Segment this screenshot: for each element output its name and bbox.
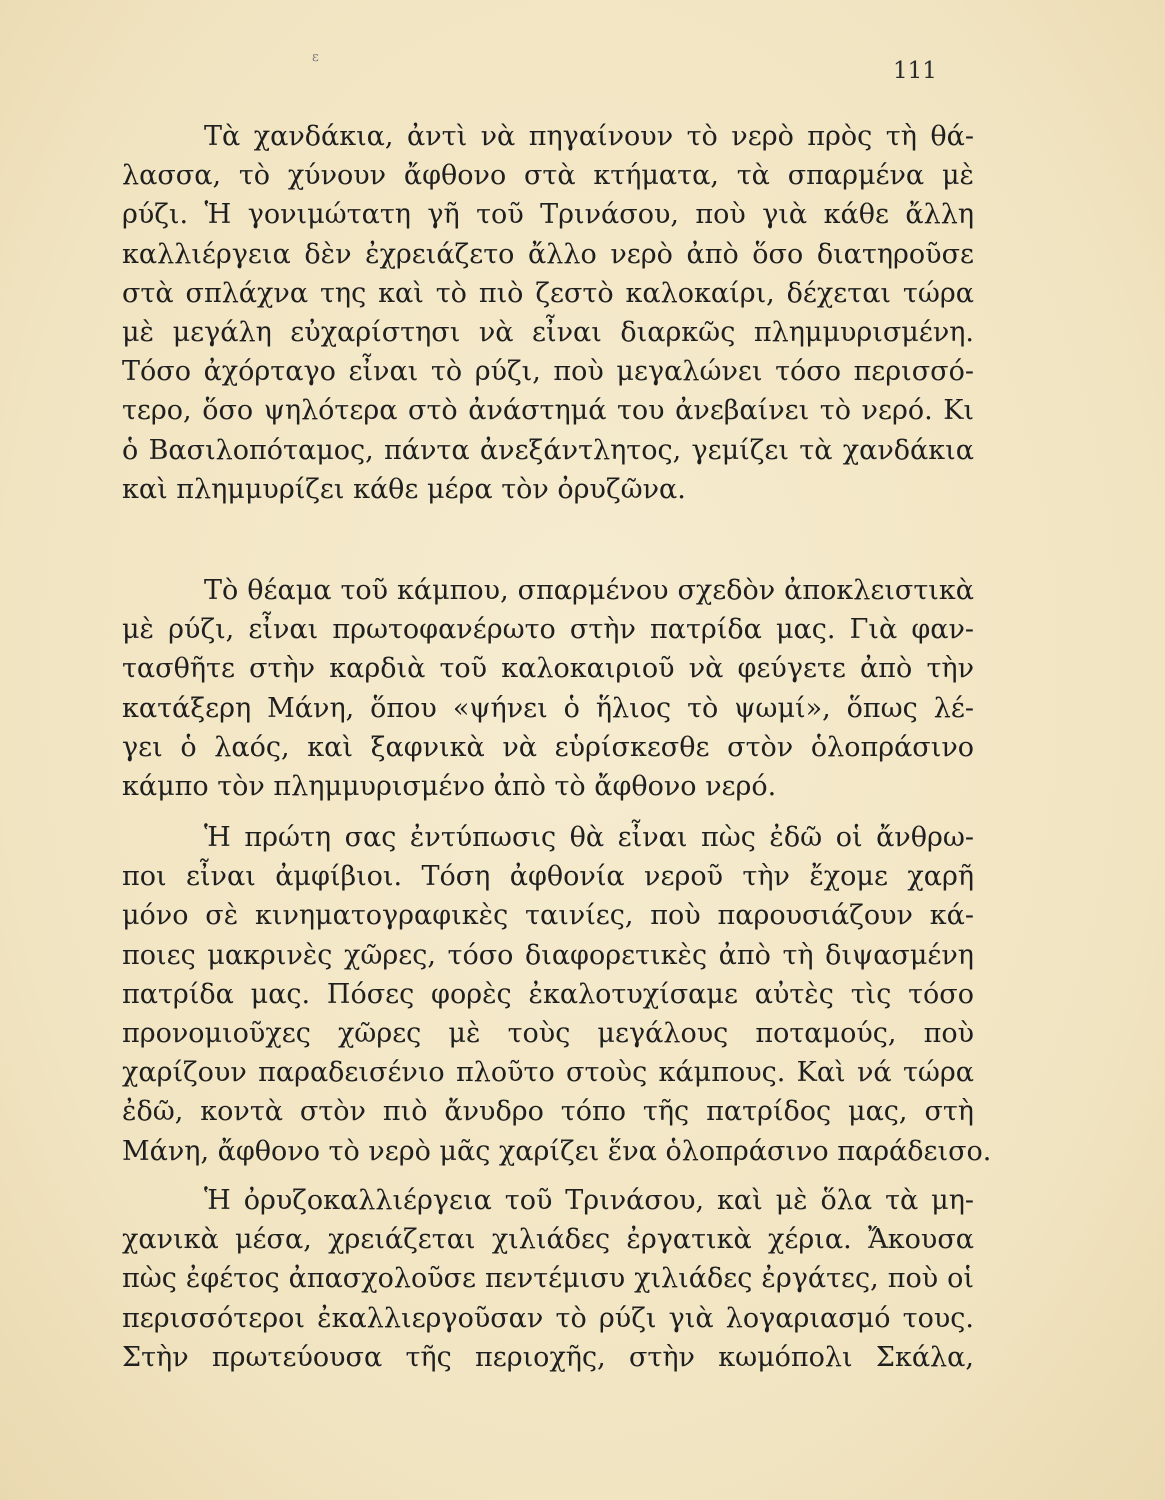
paragraph-3 (122, 818, 992, 1171)
text-line: ποιες μακρινὲς χῶρες, τόσο διαφορετικὲς ἀπὸ τὴ διψασμένη (122, 939, 974, 971)
text-line: κάμπο τὸν πλημμυρισμένο ἀπὸ τὸ ἄφθονο νερό. (122, 771, 777, 803)
text-line: Τὰ χανδάκια, ἀντὶ νὰ πηγαίνουν τὸ νερὸ πρὸς τὴ θά- (204, 121, 974, 152)
text-line: στὰ σπλάχνα της καὶ τὸ πιὸ ζεστὸ καλοκαίρι, δέχεται τώρα (122, 277, 974, 309)
text-line: Μάνη, ἄφθονο τὸ νερὸ μᾶς χαρίζει ἕνα ὁλοπράσινο παράδεισο. (122, 1135, 992, 1167)
text-line: Τόσο ἀχόρταγο εἶναι τὸ ρύζι, ποὺ μεγαλώνει τόσο περισσό- (122, 356, 974, 388)
text-line: χαρίζουν παραδεισένιο πλοῦτο στοὺς κάμπους. Καὶ νά τώρα (122, 1057, 974, 1089)
text-line: γει ὁ λαός, καὶ ξαφνικὰ νὰ εὑρίσκεσθε στὸν ὁλοπράσινο (122, 731, 974, 763)
text-line: Τὸ θέαμα τοῦ κάμπου, σπαρμένου σχεδὸν ἀποκλειστικὰ (204, 575, 974, 606)
text-line: τασθῆτε στὴν καρδιὰ τοῦ καλοκαιριοῦ νὰ φεύγετε ἀπὸ τὴν (122, 653, 974, 685)
text-line: Ἡ ὀρυζοκαλλιέργεια τοῦ Τρινάσου, καὶ μὲ ὅλα τὰ μη- (204, 1185, 974, 1216)
text-line: λασσα, τὸ χύνουν ἄφθονο στὰ κτήματα, τὰ σπαρμένα μὲ (122, 160, 974, 192)
text-line: κατάξερη Μάνη, ὅπου «ψήνει ὁ ἥλιος τὸ ψωμί», ὅπως λέ- (122, 692, 974, 724)
text-line: περισσότεροι ἐκαλλιεργοῦσαν τὸ ρύζι γιὰ λογαριασμό τους. (122, 1302, 974, 1334)
text-line: Στὴν πρωτεύουσα τῆς περιοχῆς, στὴν κωμόπολι Σκάλα, (122, 1341, 974, 1373)
text-line: ἐδῶ, κοντὰ στὸν πιὸ ἄνυδρο τόπο τῆς πατρίδος μας, στὴ (122, 1096, 974, 1128)
text-line: ρύζι. Ἡ γονιμώτατη γῆ τοῦ Τρινάσου, ποὺ γιὰ κάθε ἄλλη (122, 199, 974, 231)
page-number: 111 (893, 58, 937, 84)
text-line: προνομιοῦχες χῶρες μὲ τοὺς μεγάλους ποταμούς, ποὺ (122, 1018, 974, 1050)
text-line: καλλιέργεια δὲν ἐχρειάζετο ἄλλο νερὸ ἀπὸ ὅσο διατηροῦσε (122, 238, 974, 270)
text-line: Ἡ πρώτη σας ἐντύπωσις θὰ εἶναι πὼς ἐδῶ οἱ ἄνθρω- (204, 822, 974, 853)
text-line: μὲ μεγάλη εὐχαρίστησι νὰ εἶναι διαρκῶς πλημμυρισμένη. (122, 317, 974, 349)
text-line: πατρίδα μας. Πόσες φορὲς ἐκαλοτυχίσαμε αὐτὲς τὶς τόσο (122, 978, 974, 1010)
paragraph-1 (122, 117, 974, 509)
text-line: τερο, ὅσο ψηλότερα στὸ ἀνάστημά του ἀνεβαίνει τὸ νερό. Κι (122, 395, 974, 427)
text-line: πὼς ἐφέτος ἀπασχολοῦσε πεντέμισυ χιλιάδες ἐργάτες, ποὺ οἱ (122, 1263, 974, 1295)
text-line: καὶ πλημμυρίζει κάθε μέρα τὸν ὀρυζῶνα. (122, 473, 686, 505)
ink-mark: ε (312, 50, 319, 65)
paragraph-4 (122, 1181, 974, 1377)
text-line: μὲ ρύζι, εἶναι πρωτοφανέρωτο στὴν πατρίδα μας. Γιὰ φαν- (122, 614, 974, 646)
text-line: ὁ Βασιλοπόταμος, πάντα ἀνεξάντλητος, γεμίζει τὰ χανδάκια (122, 434, 974, 466)
text-line: ποι εἶναι ἀμφίβιοι. Τόση ἀφθονία νεροῦ τὴν ἔχομε χαρῆ (122, 861, 974, 893)
text-line: μόνο σὲ κινηματογραφικὲς ταινίες, ποὺ παρουσιάζουν κά- (122, 900, 974, 932)
paragraph-2 (122, 571, 974, 806)
text-line: χανικὰ μέσα, χρειάζεται χιλιάδες ἐργατικὰ χέρια. Ἄκουσα (122, 1224, 974, 1256)
